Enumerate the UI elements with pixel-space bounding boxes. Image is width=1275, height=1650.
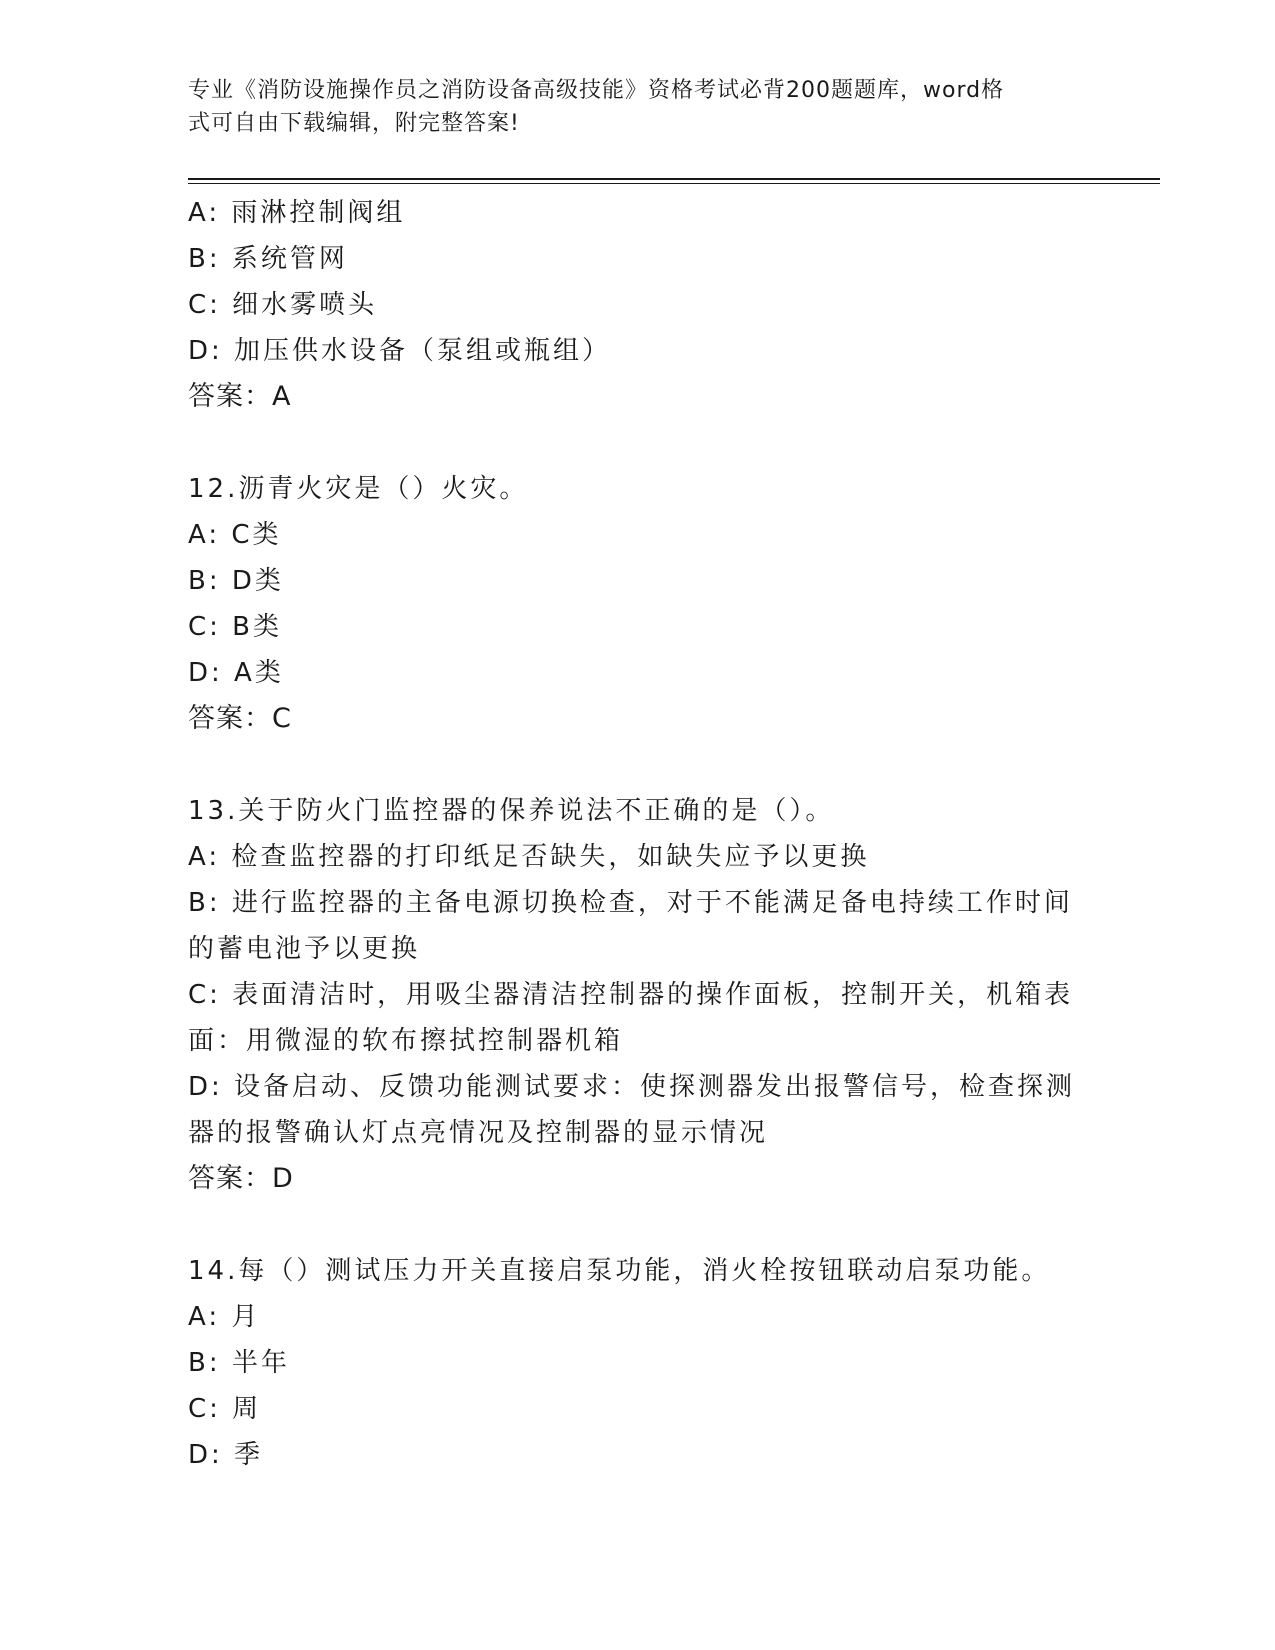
option-a: A: 雨淋控制阀组 (188, 198, 406, 228)
option-b: B: 进行监控器的主备电源切换检查，对于不能满足备电持续工作时间的蓄电池予以更换 (188, 888, 1073, 964)
option-d: D: 设备启动、反馈功能测试要求：使探测器发出报警信号，检查探测器的报警确认灯点亮情况及控制器的显示情况 (188, 1072, 1076, 1148)
question-text: 14.每（）测试压力开关直接启泵功能，消火栓按钮联动启泵功能。 (188, 1256, 1051, 1286)
header-line-2: 式可自由下载编辑，附完整答案! (188, 111, 520, 136)
option-c: C: 细水雾喷头 (188, 290, 378, 320)
option-c: C: B类 (188, 612, 283, 642)
option-a: A: 检查监控器的打印纸足否缺失，如缺失应予以更换 (188, 842, 870, 872)
header-line-1: 专业《消防设施操作员之消防设备高级技能》资格考试必背200题题库，word格 (188, 78, 1005, 103)
question-text: 13.关于防火门监控器的保养说法不正确的是（）。 (188, 796, 835, 826)
answer: 答案：C (188, 703, 292, 734)
option-b: B: 系统管网 (188, 244, 348, 274)
option-a: A: C类 (188, 520, 282, 550)
option-c: C: 周 (188, 1394, 262, 1424)
answer: 答案：D (188, 1163, 294, 1194)
question-list (188, 190, 1088, 1478)
option-d: D: 季 (188, 1440, 264, 1470)
option-c: C: 表面清洁时，用吸尘器清洁控制器的操作面板，控制开关，机箱表面：用微湿的软布擦拭控制器机箱 (188, 980, 1074, 1056)
question-12 (188, 466, 1088, 742)
option-b: B: 半年 (188, 1348, 290, 1378)
option-a: A: 月 (188, 1302, 261, 1332)
header-divider-thin (188, 183, 1160, 184)
question-14 (188, 1248, 1088, 1478)
question-11 (188, 190, 1088, 420)
answer: 答案：A (188, 381, 292, 412)
spacer (188, 420, 1088, 466)
spacer (188, 1202, 1088, 1248)
option-d: D: A类 (188, 658, 284, 688)
question-text: 12.沥青火灾是（）火灾。 (188, 474, 529, 504)
document-header (188, 74, 1068, 140)
option-b: B: D类 (188, 566, 284, 596)
question-13 (188, 788, 1088, 1202)
header-divider-thick (188, 178, 1160, 180)
option-d: D: 加压供水设备（泵组或瓶组） (188, 336, 612, 366)
spacer (188, 742, 1088, 788)
